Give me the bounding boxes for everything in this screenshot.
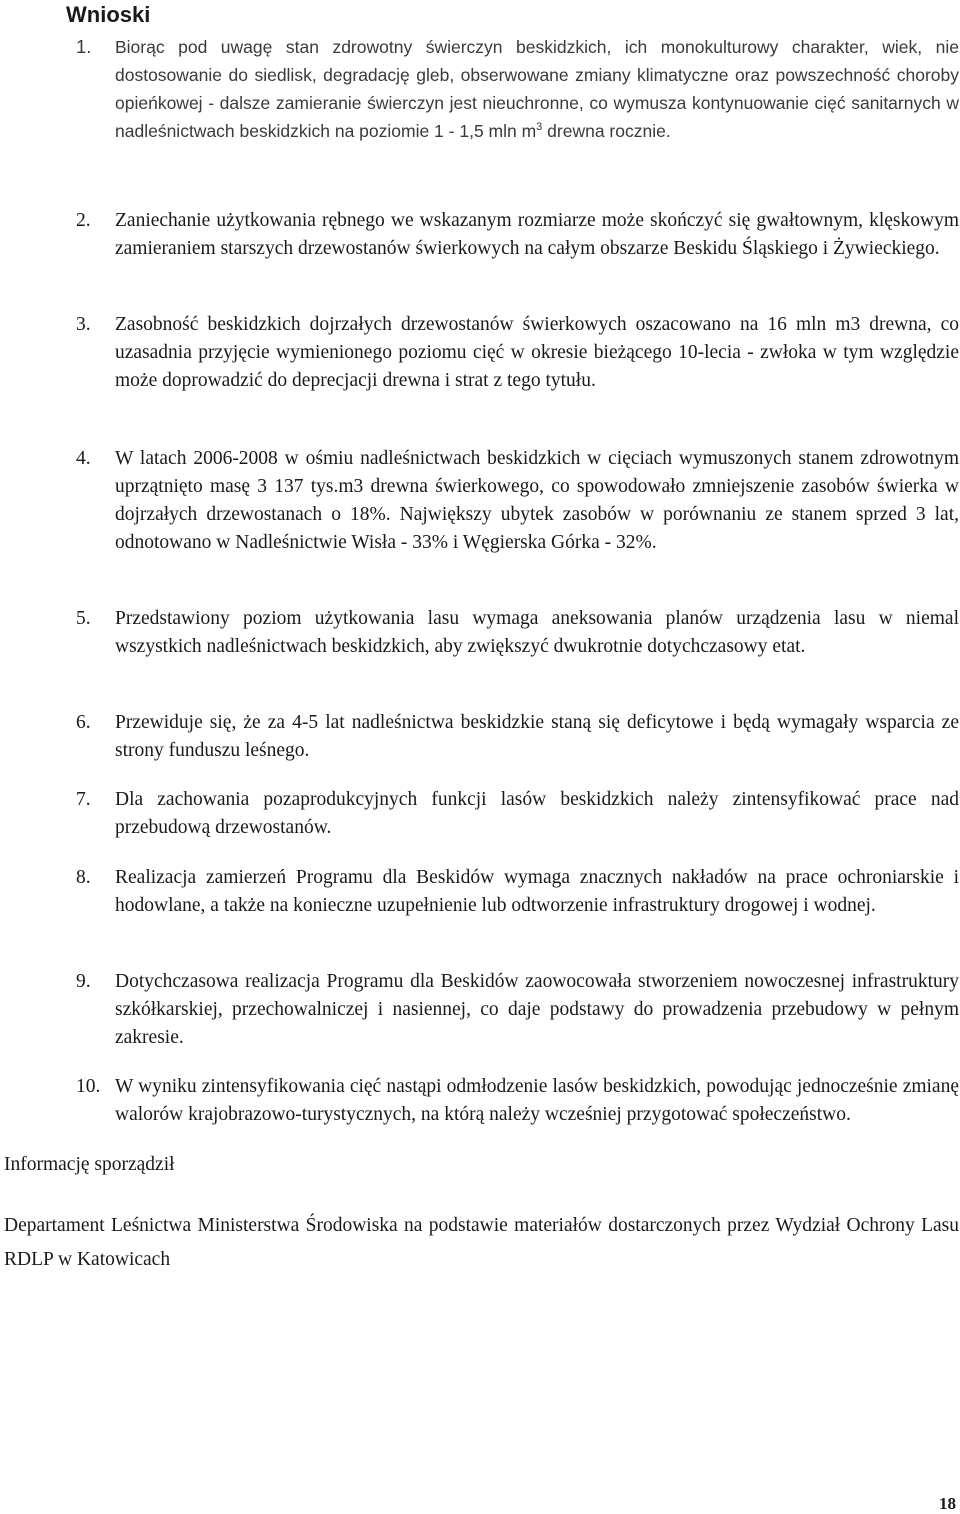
list-item-text-main: Biorąc pod uwagę stan zdrowotny świerczyn beskidzkich, ich monokulturowy charakter, wiek, nie dostosowanie do siedlisk, degradację gleb, obserwowane zmiany klimatyczne oraz powszechność choroby opieńkowej - dalsze zamieranie świerczyn jest nieuchronne, co wymusza kontynuowanie cięć sanitarnych w nadleśnictwach beskidzkich na poziomie 1 - 1,5 mln m (115, 37, 959, 141)
list-item-8 (76, 864, 959, 920)
list-item-1 (76, 33, 959, 145)
list-item-number: 7. (76, 789, 91, 810)
list-item-5 (76, 605, 959, 661)
page-title: Wnioski (66, 2, 151, 27)
list-item-3 (76, 311, 959, 395)
list-item-7 (76, 786, 959, 842)
list-item-number: 8. (76, 867, 91, 888)
list-item-6 (76, 709, 959, 765)
list-item-number: 6. (76, 712, 91, 733)
author-label: Informację sporządził (4, 1154, 175, 1175)
list-item-number: 10. (76, 1076, 101, 1097)
list-item-text: Dla zachowania pozaprodukcyjnych funkcji lasów beskidzkich należy zintensyfikować prace nad przebudową drzewostanów. (115, 789, 959, 838)
list-item-2 (76, 207, 959, 263)
list-item-text: W wyniku zintensyfikowania cięć nastąpi odmłodzenie lasów beskidzkich, powodując jednocześnie zmianę walorów krajobrazowo-turystycznych, na którą należy wcześniej przygotować społeczeństwo. (115, 1076, 959, 1125)
list-item-text: W latach 2006-2008 w ośmiu nadleśnictwach beskidzkich w cięciach wymuszonych stanem zdrowotnym uprzątnięto masę 3 137 tys.m3 drewna świerkowego, co spowodowało zmniejszenie zasobów świerka w dojrzałych drzewostanach o 18%. Największy ubytek zasobów w porównaniu ze stanem sprzed 3 lat, odnotowano w Nadleśnictwie Wisła - 33% i Węgierska Górka - 32%. (115, 448, 959, 553)
list-item-4 (76, 445, 959, 557)
list-item-number: 2. (76, 210, 91, 231)
list-item-number: 5. (76, 608, 91, 629)
author-department: Departament Leśnictwa Ministerstwa Środowiska na podstawie materiałów dostarczonych przez Wydział Ochrony Lasu RDLP w Katowicach (4, 1215, 959, 1270)
list-item-number: 9. (76, 971, 91, 992)
list-item-text (115, 33, 959, 145)
list-item-9 (76, 968, 959, 1052)
list-item-number: 3. (76, 314, 91, 335)
list-item-number: 1. (76, 36, 92, 57)
superscript: 3 (536, 121, 543, 133)
list-item-text: Zasobność beskidzkich dojrzałych drzewostanów świerkowych oszacowano na 16 mln m3 drewna, co uzasadnia przyjęcie wymienionego poziomu cięć w okresie bieżącego 10-lecia - zwłoka w tym względzie może doprowadzić do deprecjacji drewna i strat z tego tytułu. (115, 314, 959, 391)
page-number: 18 (939, 1494, 956, 1513)
list-item-number: 4. (76, 448, 91, 469)
list-item-text: Przewiduje się, że za 4-5 lat nadleśnictwa beskidzkie staną się deficytowe i będą wymagały wsparcia ze strony funduszu leśnego. (115, 712, 959, 761)
list-item-text: Przedstawiony poziom użytkowania lasu wymaga aneksowania planów urządzenia lasu w niemal wszystkich nadleśnictwach beskidzkich, aby zwiększyć dwukrotnie dotychczasowy etat. (115, 608, 959, 657)
list-item-text: Dotychczasowa realizacja Programu dla Beskidów zaowocowała stworzeniem nowoczesnej infrastruktury szkółkarskiej, przechowalniczej i nasiennej, co daje podstawy do prowadzenia przebudowy w pełnym zakresie. (115, 971, 959, 1048)
list-item-text: Zaniechanie użytkowania rębnego we wskazanym rozmiarze może skończyć się gwałtownym, klęskowym zamieraniem starszych drzewostanów świerkowych na całym obszarze Beskidu Śląskiego i Żywieckiego. (115, 210, 959, 259)
list-item-text: Realizacja zamierzeń Programu dla Beskidów wymaga znacznych nakładów na prace ochroniarskie i hodowlane, a także na konieczne uzupełnienie lub odtworzenie infrastruktury drogowej i wodnej. (115, 867, 959, 916)
list-item-10 (76, 1073, 959, 1129)
list-item-text-end: drewna rocznie. (542, 121, 671, 141)
